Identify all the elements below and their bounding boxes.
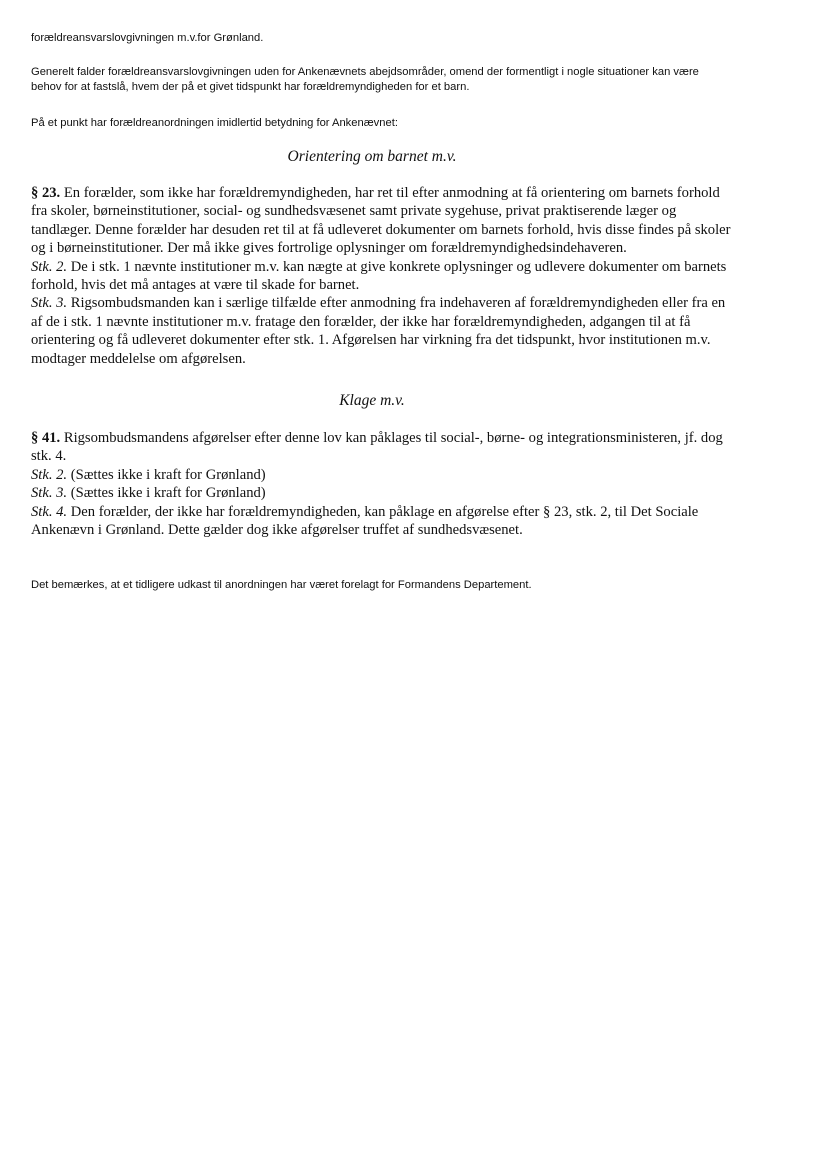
general-paragraph: Generelt falder forældreansvarslovgivningen uden for Ankenævnets abejdsområder, omend der formentligt i nogle situationer kan være behov for at fastslå, hvem der på et givet tidspunkt har forældremyndigheden for et barn. <box>31 66 699 93</box>
stk-label: Stk. 4. <box>31 503 68 520</box>
stk-text: Den forælder, der ikke har forældremyndigheden, kan påklage en afgørelse efter § 23, stk. 2, til Det Sociale Ankenævn i Grønland. Dette gælder dog ikke afgørelser truffet af sundhedsvæsenet. <box>31 503 699 539</box>
paragraph-text: En forælder, som ikke har forældremyndigheden, har ret til efter anmodning at få orientering om barnets forhold fra skoler, børneinstitutioner, social- og sundhedsvæsenet samt private sygehuse, privat praktiserende læger og tandlæger. Denne forælder har desuden ret til at få udleveret dokumenter om barnets forhold, hvis disse findes på skoler og i børneinstitutioner. Der må ikke gives fortrolige oplysninger om forældremyndighedsindehaveren. <box>31 185 731 257</box>
section-41-block <box>31 429 731 539</box>
paragraph-number: § 41. <box>31 430 61 446</box>
stk-label: Stk. 3. <box>31 485 68 502</box>
stk-text: Rigsombudsmanden kan i særlige tilfælde efter anmodning fra indehaveren af forældremyndigheden eller fra en af de i stk. 1 nævnte institutioner m.v. fratage den forælder, der ikke har forældremyndigheden, adgangen til at få orientering og få udleveret dokumenter efter stk. 1. Afgørelsen har virkning fra det tidspunkt, hvor institutionen m.v. modtager meddelelse om afgørelsen. <box>31 295 726 367</box>
stk-label: Stk. 2. <box>31 466 68 483</box>
paragraph-41 <box>31 429 731 466</box>
stk-text: (Sættes ikke i kraft for Grønland) <box>67 466 266 483</box>
stk-2 <box>31 258 731 295</box>
stk-3 <box>31 294 731 368</box>
stk-text: De i stk. 1 nævnte institutioner m.v. kan nægte at give konkrete oplysninger og udlevere dokumenter om barnets forhold, hvis det må antages at være til skade for barnet. <box>31 258 727 294</box>
stk-label: Stk. 2. <box>31 258 68 275</box>
paragraph-23 <box>31 184 731 258</box>
stk-3 <box>31 484 731 502</box>
stk-text: (Sættes ikke i kraft for Grønland) <box>67 485 266 502</box>
section-23-block <box>31 184 731 368</box>
stk-2 <box>31 466 731 484</box>
paragraph-text: Rigsombudsmandens afgørelser efter denne lov kan påklages til social-, børne- og integrationsministeren, jf. dog stk. 4. <box>31 430 723 465</box>
closing-line: Det bemærkes, at et tidligere udkast til anordningen har været forelagt for Formandens Departement. <box>31 579 532 591</box>
section-heading-orientering: Orientering om barnet m.v. <box>287 148 457 165</box>
point-paragraph: På et punkt har forældreanordningen imidlertid betydning for Ankenævnet: <box>31 117 398 129</box>
stk-4 <box>31 503 731 540</box>
intro-line: forældreansvarslovgivningen m.v.for Grønland. <box>31 32 264 44</box>
section-heading-klage: Klage m.v. <box>339 392 405 409</box>
paragraph-number: § 23. <box>31 185 61 201</box>
stk-label: Stk. 3. <box>31 295 68 312</box>
